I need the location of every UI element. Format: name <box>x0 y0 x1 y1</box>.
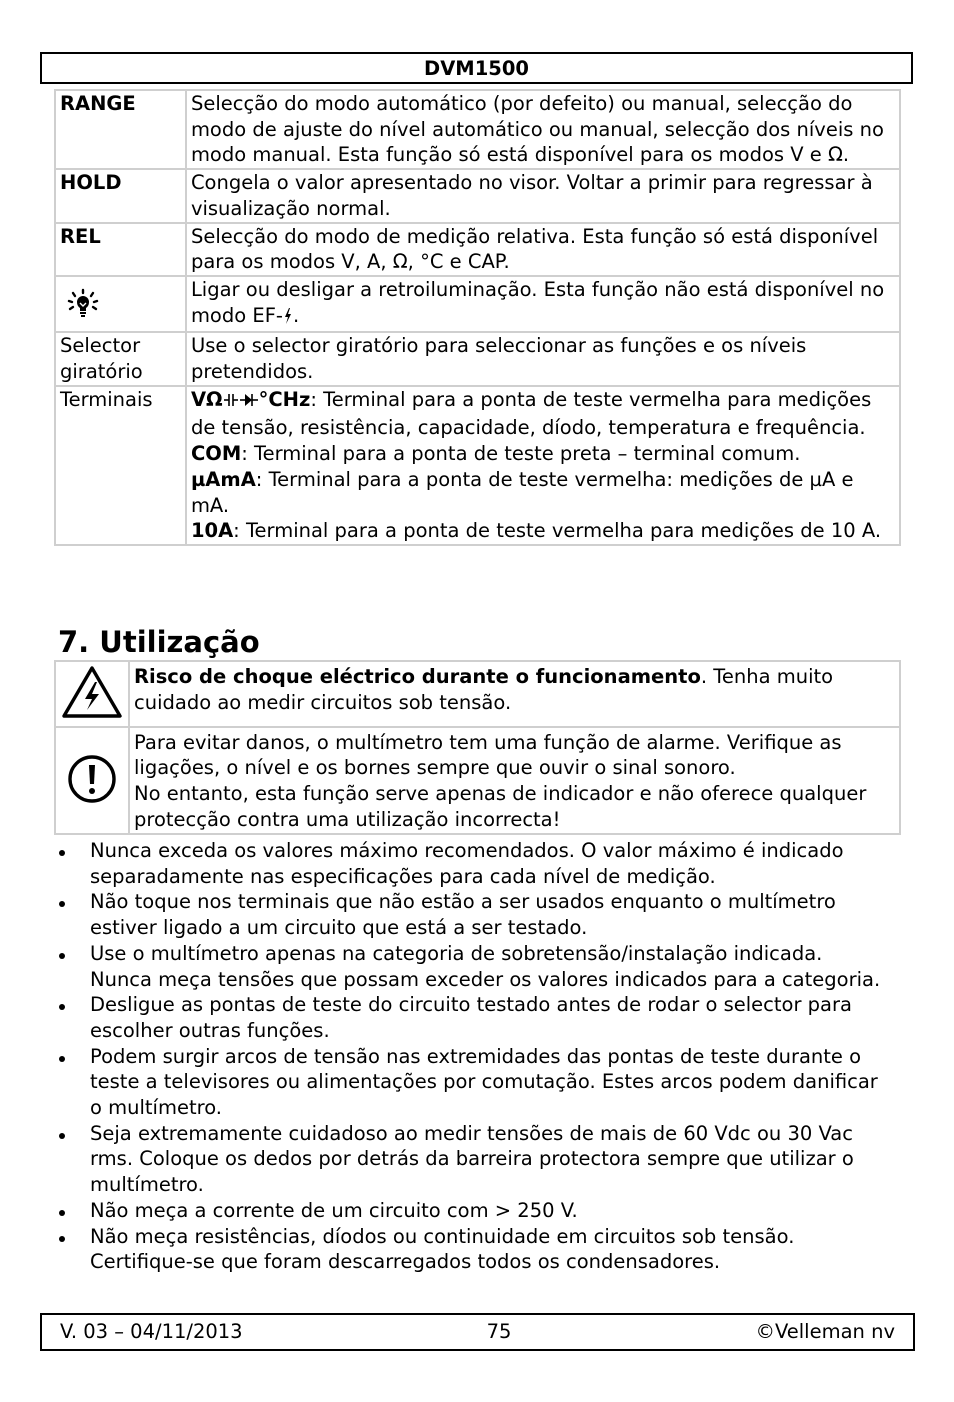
bullet-icon <box>59 1236 65 1242</box>
table-row <box>55 727 900 834</box>
table-row <box>55 386 900 545</box>
section-title: 7. Utilização <box>58 625 260 659</box>
function-table <box>54 89 901 546</box>
table-row <box>55 90 900 169</box>
table-row <box>55 169 900 222</box>
function-key: HOLD <box>55 169 186 222</box>
list-item: Não meça a corrente de um circuito com > 250 V. <box>54 1198 884 1224</box>
bullet-icon <box>59 901 65 907</box>
footer-version: V. 03 – 04/11/2013 <box>60 1320 243 1344</box>
list-item: Nunca exceda os valores máximo recomendados. O valor máximo é indicado separadamente nas especificações para cada nível de medição. <box>54 838 884 889</box>
page-footer <box>40 1313 915 1351</box>
page-number: 75 <box>486 1320 512 1344</box>
page-header <box>40 52 913 84</box>
bullet-icon <box>59 953 65 959</box>
function-key: Terminais <box>55 386 186 545</box>
terminal-10a: 10A: Terminal para a ponta de teste vermelha para medições de 10 A. <box>190 519 882 543</box>
warning-icon-cell <box>55 727 129 834</box>
function-key: REL <box>55 223 186 276</box>
document-title: DVM1500 <box>424 57 529 80</box>
footer-copyright: ©Velleman nv <box>755 1320 895 1344</box>
function-description: Congela o valor apresentado no visor. Voltar a primir para regressar à visualização normal. <box>186 169 900 222</box>
function-key <box>55 276 186 332</box>
table-row <box>55 332 900 385</box>
list-item: Use o multímetro apenas na categoria de sobretensão/instalação indicada. Nunca meça tensões que possam exceder os valores indicados para a categoria. <box>54 941 884 992</box>
diode-icon <box>239 390 259 416</box>
bullet-icon <box>59 1056 65 1062</box>
capacitor-icon <box>223 390 239 416</box>
warning-table <box>54 660 901 835</box>
warning-text: Para evitar danos, o multímetro tem uma função de alarme. Verifique as ligações, o nível e os bornes sempre que ouvir o sinal sonoro. No entanto, esta função serve apenas de indicador e não oferece qualquer protecção contra uma utilização incorrecta! <box>129 727 900 834</box>
bullet-icon <box>59 1004 65 1010</box>
terminal-uama: µAmA: Terminal para a ponta de teste vermelha: medições de µA e mA. <box>190 467 854 517</box>
list-item: Podem surgir arcos de tensão nas extremidades das pontas de teste durante o teste a televisores ou alimentações por comutação. Estes arcos podem danificar o multímetro. <box>54 1044 884 1121</box>
table-row <box>55 661 900 727</box>
list-item: Não toque nos terminais que não estão a ser usados enquanto o multímetro estiver ligado a um circuito que está a ser testado. <box>54 889 884 940</box>
table-row <box>55 276 900 332</box>
terminal-com: COM: Terminal para a ponta de teste preta – terminal comum. <box>190 442 801 466</box>
bullet-icon <box>59 1133 65 1139</box>
bullet-icon <box>59 1210 65 1216</box>
list-item: Não meça resistências, díodos ou continuidade em circuitos sob tensão. Certifique-se que foram descarregados todos os condensadores. <box>54 1224 884 1275</box>
exclamation-icon <box>66 753 118 812</box>
function-description: Selecção do modo automático (por defeito) ou manual, selecção do modo de ajuste do nível automático ou manual, selecção dos níveis no modo manual. Esta função só está disponível para os modos V e Ω. <box>186 90 900 169</box>
warning-icon-cell <box>55 661 129 727</box>
function-description: Selecção do modo de medição relativa. Esta função só está disponível para os modos V, A, Ω, °C e CAP. <box>186 223 900 276</box>
table-row <box>55 223 900 276</box>
warning-text: Risco de choque eléctrico durante o funcionamento. Tenha muito cuidado ao medir circuitos sob tensão. <box>129 661 900 727</box>
bullet-icon <box>59 850 65 856</box>
function-description: Ligar ou desligar a retroiluminação. Esta função não está disponível no modo EF- . <box>186 276 900 332</box>
function-description: Use o selector giratório para seleccionar as funções e os níveis pretendidos. <box>186 332 900 385</box>
function-key: RANGE <box>55 90 186 169</box>
lightning-icon <box>283 306 293 332</box>
safety-list <box>54 838 884 1275</box>
backlight-icon <box>66 288 100 325</box>
list-item: Seja extremamente cuidadoso ao medir tensões de mais de 60 Vdc ou 30 Vac rms. Coloque os dedos por detrás da barreira protectora sempre que utilizar o multímetro. <box>54 1121 884 1198</box>
terminals-description <box>186 386 900 545</box>
high-voltage-warning-icon <box>61 665 123 726</box>
terminal-vohm: VΩ °CHz: Terminal para a ponta de teste vermelha para medições de tensão, resistência, capacidade, díodo, temperatura e frequência. <box>190 387 872 440</box>
function-key: Selector giratório <box>55 332 186 385</box>
list-item: Desligue as pontas de teste do circuito testado antes de rodar o selector para escolher outras funções. <box>54 992 884 1043</box>
